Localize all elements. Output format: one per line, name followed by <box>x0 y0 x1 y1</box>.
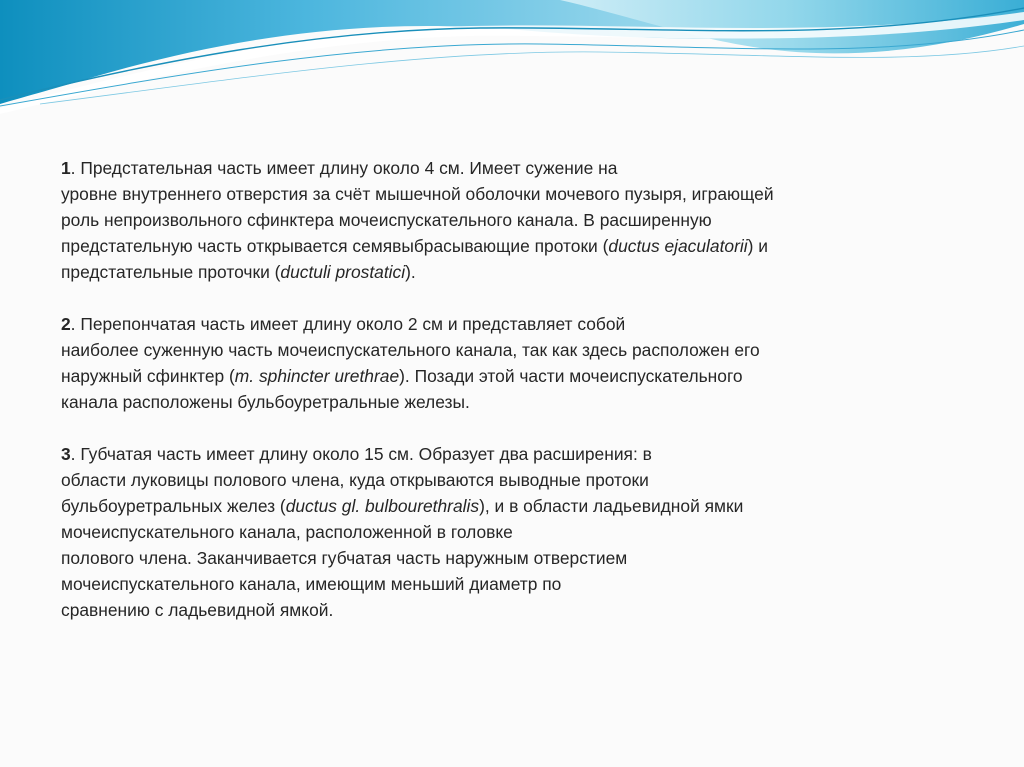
text-run: ). Позади этой части мочеиспускательного <box>399 366 743 386</box>
latin-term: ductuli prostatici <box>280 262 406 282</box>
text-run: области луковицы полового члена, куда открываются выводные протоки <box>61 470 649 490</box>
text-line <box>61 155 901 181</box>
paragraph-number: 3 <box>61 444 71 464</box>
text-line <box>61 207 901 233</box>
text-run: сравнению с ладьевидной ямкой. <box>61 600 334 620</box>
text-run: канала расположены бульбоуретральные железы. <box>61 392 470 412</box>
text-run: ). <box>405 262 416 282</box>
text-line <box>61 519 901 545</box>
text-line <box>61 545 901 571</box>
text-run: наиболее суженную часть мочеиспускательного канала, так как здесь расположен его <box>61 340 760 360</box>
paragraph-2 <box>61 311 901 415</box>
text-run: ), и в области ладьевидной ямки <box>479 496 744 516</box>
text-run: ) и <box>747 236 768 256</box>
wave-line-3 <box>40 46 1024 104</box>
text-line <box>61 571 901 597</box>
text-line <box>61 233 901 259</box>
text-run: . Губчатая часть имеет длину около 15 см. Образует два расширения: в <box>70 444 652 464</box>
text-line <box>61 337 901 363</box>
text-run: . Предстательная часть имеет длину около 4 см. Имеет сужение на <box>70 158 618 178</box>
text-run: . Перепончатая часть имеет длину около 2 см и представляет собой <box>70 314 626 334</box>
text-run: мочеиспускательного канала, имеющим меньший диаметр по <box>61 574 562 594</box>
text-line <box>61 493 901 519</box>
text-line <box>61 259 901 285</box>
latin-term: m. sphincter urethrae <box>234 366 400 386</box>
latin-term: ductus gl. bulbourethralis <box>285 496 480 516</box>
text-run: полового члена. Заканчивается губчатая часть наружным отверстием <box>61 548 628 568</box>
text-run: роль непроизвольного сфинктера мочеиспускательного канала. В расширенную <box>61 210 712 230</box>
text-run: уровне внутреннего отверстия за счёт мышечной оболочки мочевого пузыря, играющей <box>61 184 774 204</box>
text-line <box>61 181 901 207</box>
latin-term: ductus ejaculatorii <box>608 236 748 256</box>
paragraph-1 <box>61 155 901 285</box>
wave-header-decoration <box>0 0 1024 115</box>
text-line <box>61 597 901 623</box>
text-line <box>61 441 901 467</box>
text-run: мочеиспускательного канала, расположенной в головке <box>61 522 513 542</box>
text-line <box>61 389 901 415</box>
paragraph-3 <box>61 441 901 623</box>
text-run: предстательную часть открывается семявыбрасывающие протоки ( <box>61 236 609 256</box>
text-line <box>61 363 901 389</box>
text-line <box>61 311 901 337</box>
paragraph-number: 1 <box>61 158 71 178</box>
text-line <box>61 467 901 493</box>
text-run: бульбоуретральных желез ( <box>61 496 286 516</box>
text-body <box>61 155 901 649</box>
paragraph-number: 2 <box>61 314 71 334</box>
text-run: предстательные проточки ( <box>61 262 281 282</box>
text-run: наружный сфинктер ( <box>61 366 235 386</box>
